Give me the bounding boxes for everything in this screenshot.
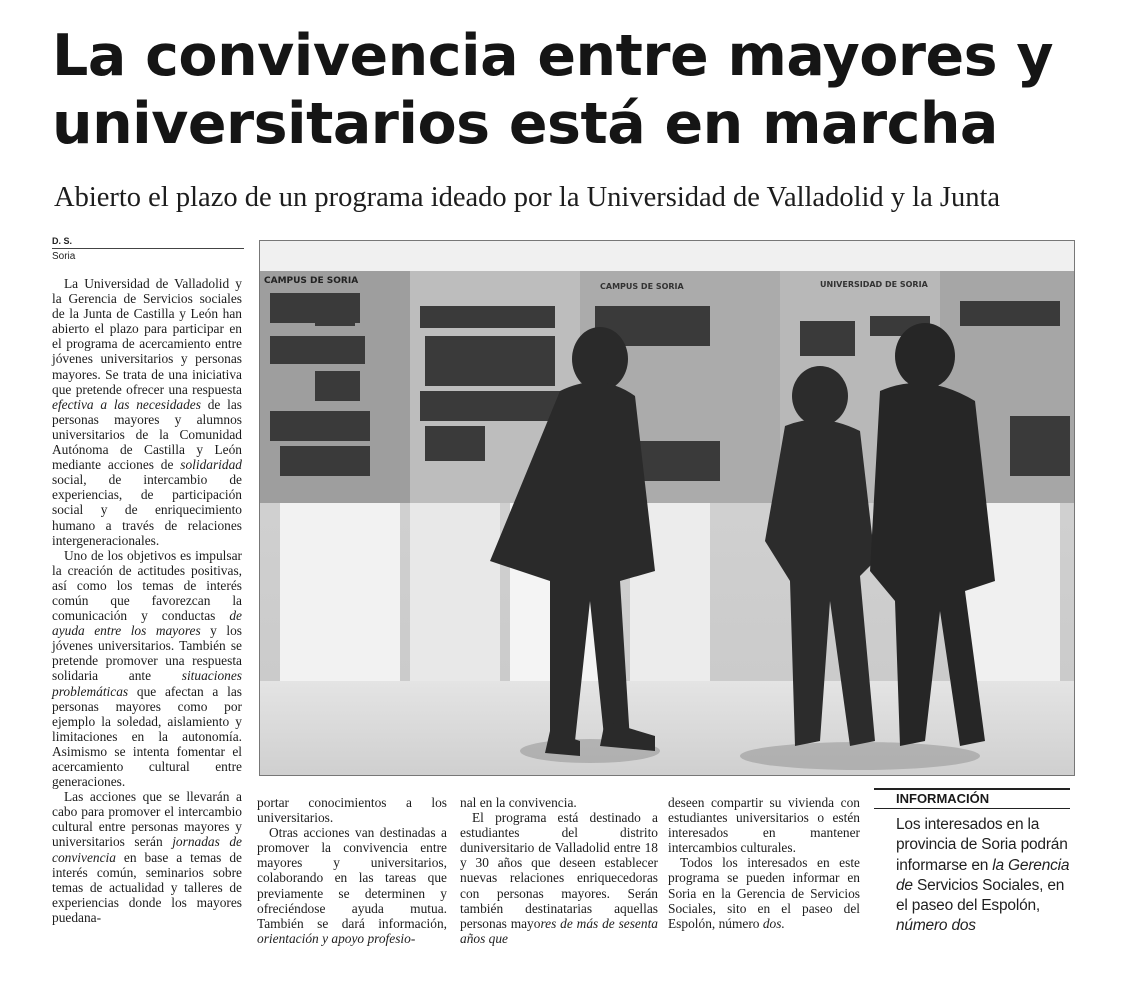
paragraph: nal en la convivencia. [460, 795, 577, 810]
paragraph: Otras acciones van destinadas a promover la convivencia entre mayores y universitarios, colaborando en las tareas que previamente se determinen y ofreciéndose ayuda mutua. También se dará información, orientación y apoyo profesio- [257, 825, 447, 946]
article-column-2 [257, 795, 447, 946]
byline [52, 236, 244, 262]
byline-rule [52, 248, 244, 249]
article-column-4 [668, 795, 860, 931]
paragraph: Uno de los objetivos es impulsar la creación de actitudes positivas, así como los temas de interés común que favorezcan la comunicación y conductas de ayuda entre los mayores y los jóvenes universitarios. También se pretende promover una respuesta solidaria ante situaciones problemáticas que afectan a las personas mayores como por ejemplo la soledad, aislamiento y limitaciones en la autonomía. Asimismo se intenta fomentar el acercamiento cultural entre generaciones. [52, 547, 242, 790]
exhibition-photo-illustration [260, 241, 1075, 776]
byline-location: Soria [52, 251, 76, 262]
paragraph: Todos los interesados en este programa se pueden informar en Soria en la Gerencia de Servicios Sociales, sito en el paseo del Espolón, número dos. [668, 855, 860, 931]
article-column-1 [52, 276, 242, 925]
paragraph: Las acciones que se llevarán a cabo para promover el intercambio cultural entre personas mayores y universitarios serán jornadas de convivencia en base a temas de interés común, seminarios sobre temas de actualidad y talleres de experiencias donde los mayores puedana- [52, 789, 242, 925]
info-box [874, 788, 1070, 937]
headline-line-2: universitarios está en marcha [52, 91, 998, 157]
paragraph: La Universidad de Valladolid y la Gerencia de Servicios sociales de la Junta de Castilla y León han abierto el plazo para participar en el programa de acercamiento entre jóvenes universitarios y personas mayores. Se trata de una iniciativa que pretende ofrecer una respuesta efectiva a las necesidades de las personas mayores y alumnos universitarios de la Comunidad Autónoma de Castilla y León mediante acciones de solidaridad social, de intercambio de experiencias, de participación social y de enriquecimiento humano a través de relaciones intergeneracionales. [52, 276, 242, 548]
poster-heading-1: CAMPUS DE SORIA [264, 276, 359, 286]
article-photo [259, 240, 1075, 776]
info-box-title: INFORMACIÓN [874, 788, 1070, 809]
paragraph: El programa está destinado a estudiantes del distrito duniversitario de Valladolid entre 18 y 30 años que deseen establecer nuevas relaciones enriquecedoras con personas mayores. Serán también destinatarias aquellas personas mayores de más de sesenta años que [460, 810, 658, 946]
byline-author: D. S. [52, 236, 73, 246]
paragraph: portar conocimientos a los universitarios. [257, 795, 447, 826]
subheadline: Abierto el plazo de un programa ideado por la Universidad de Valladolid y la Junta [54, 182, 1001, 213]
headline-line-1: La convivencia entre mayores y [52, 23, 1054, 89]
article-column-3 [460, 795, 658, 946]
poster-heading-2: CAMPUS DE SORIA [600, 282, 684, 291]
headline [52, 22, 1112, 158]
info-box-text: Los interesados en la provincia de Soria podrán informarse en la Gerencia de Servicios Sociales, en el paseo del Espolón, número dos [896, 816, 1070, 935]
poster-heading-3: UNIVERSIDAD DE SORIA [820, 280, 928, 289]
paragraph: deseen compartir su vivienda con estudiantes universitarios o estén interesados en mantener intercambios culturales. [668, 795, 860, 856]
